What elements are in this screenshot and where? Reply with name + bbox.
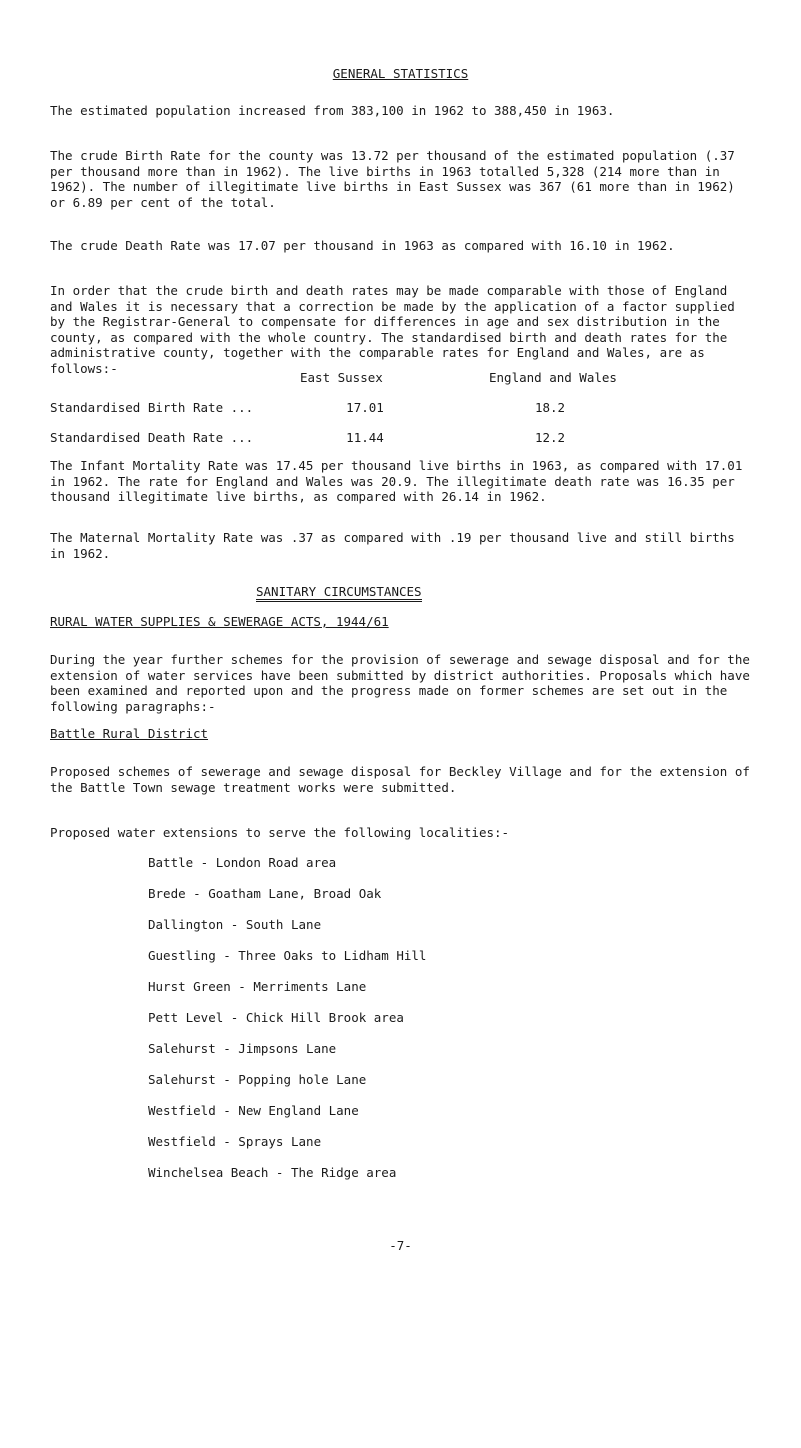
row-label: Standardised Birth Rate ... xyxy=(50,400,254,415)
sanitary-intro-paragraph: During the year further schemes for the provision of sewerage and sewage disposal and for the extension of water services have been submitted by district authorities. Proposals which have been examined and reported upon and the progress made on former schemes are set out in the following paragraphs:- xyxy=(50,652,750,714)
birth-rate-paragraph: The crude Birth Rate for the county was 13.72 per thousand of the estimated population (.37 per thousand more than in 1962). The live births in 1963 totalled 5,328 (214 more than in 1962). The number of illegitimate live births in East Sussex was 367 (61 more than in 1962) or 6.89 per cent of the total. xyxy=(50,148,735,210)
england-wales-value: 18.2 xyxy=(534,400,566,415)
schemes-paragraph: Proposed schemes of sewerage and sewage disposal for Beckley Village and for the extension of the Battle Town sewage treatment works were submitted. xyxy=(50,764,750,795)
infant-mortality-paragraph: The Infant Mortality Rate was 17.45 per thousand live births in 1963, as compared with 17.01 in 1962. The rate for England and Wales was 20.9. The illegitimate death rate was 16.35 per thousand illegitimate live births, as compared with 26.14 in 1962. xyxy=(50,458,743,504)
row-label: Standardised Death Rate ... xyxy=(50,430,254,445)
sanitary-subheading: RURAL WATER SUPPLIES & SEWERAGE ACTS, 1944/61 xyxy=(50,614,389,629)
east-sussex-value: 11.44 xyxy=(346,430,384,445)
district-heading: Battle Rural District xyxy=(50,726,209,741)
england-wales-value: 12.2 xyxy=(534,430,566,445)
column-header-east-sussex: East Sussex xyxy=(300,370,383,385)
page-title: GENERAL STATISTICS xyxy=(332,66,469,81)
page-number: -7- xyxy=(389,1238,412,1253)
population-paragraph: The estimated population increased from 383,100 in 1962 to 388,450 in 1963. xyxy=(50,103,615,118)
column-header-england-wales: England and Wales xyxy=(489,370,617,385)
maternal-mortality-paragraph: The Maternal Mortality Rate was .37 as compared with .19 per thousand live and still births in 1962. xyxy=(50,530,735,561)
sanitary-heading: SANITARY CIRCUMSTANCES xyxy=(256,584,656,602)
water-extensions-intro: Proposed water extensions to serve the following localities:- xyxy=(50,825,510,840)
east-sussex-value: 17.01 xyxy=(346,400,384,415)
death-rate-paragraph: The crude Death Rate was 17.07 per thousand in 1963 as compared with 16.10 in 1962. xyxy=(50,238,675,253)
standardised-rates-paragraph: In order that the crude birth and death rates may be made comparable with those of England and Wales it is necessary that a correction be made by the application of a factor supplied by the Registrar-General to compensate for differences in age and sex distribution in the county, as compared with the whole country. The standardised birth and death rates for the administrative county, together with the comparable rates for England and Wales, are as follows:- xyxy=(50,283,735,376)
document-page: GENERAL STATISTICS The estimated population increased from 383,100 in 1962 to 388,450 in 1963. The crude Birth Rate for the county was 13.72 per thousand of the estimated population (.37 per thousand more than in 1962). The live births in 1963 totalled 5,328 (214 more than in 1962). The number of illegitimate live births in East Sussex was 367 (61 more than in 1962) or 6.89 per cent of the total. The crude Death Rate was 17.07 per thousand in 1963 as compared with 16.10 in 1962. In order that the crude birth and death rates may be made comparable with those of England and Wales it is necessary that a correction be made by the application of a factor supplied by the Registrar-General to compensate for differences in age and sex distribution in the county, as compared with the whole country. The standardised birth and death rates for the administrative county, together with the comparable rates for England and Wales, are as follows:- East Sussex England and Wales Standardised Birth Rate ... 17.01 18.2 Standardised Death Rate ... 11.44 12.2 The Infant Mortality Rate was 17.45 per thousand live births in 1963, as compared with 17.01 in 1962. The rate for England and Wales was 20.9. The illegitimate death rate was 16.35 per thousand illegitimate live births, as compared with 26.14 in 1962. The Maternal Mortality Rate was .37 as compared with .19 per thousand live and still births in 1962. SANITARY CIRCUMSTANCES RURAL WATER SUPPLIES & SEWERAGE ACTS, 1944/61 During the year further schemes for the provision of sewerage and sewage disposal and for the extension of water services have been submitted by district authorities. Proposals which have been examined and reported upon and the progress made on former schemes are set out in the following paragraphs:- Battle Rural District Proposed schemes of sewerage and sewage disposal for Beckley Village and for the extension of the Battle Town sewage treatment works were submitted. Proposed water extensions to serve the following localities:- Battle - London Road area Brede - Goatham Lane, Broad Oak Dallington - South Lane Guestling - Three Oaks to Lidham Hill Hurst Green - Merriments Lane Pett Level - Chick Hill Brook area Salehurst - Jimpsons Lane Salehurst - Popping hole Lane Westfield - New England Lane Westfield - Sprays Lane Winchelsea Beach - The Ridge area -7- xyxy=(0,0,801,1448)
